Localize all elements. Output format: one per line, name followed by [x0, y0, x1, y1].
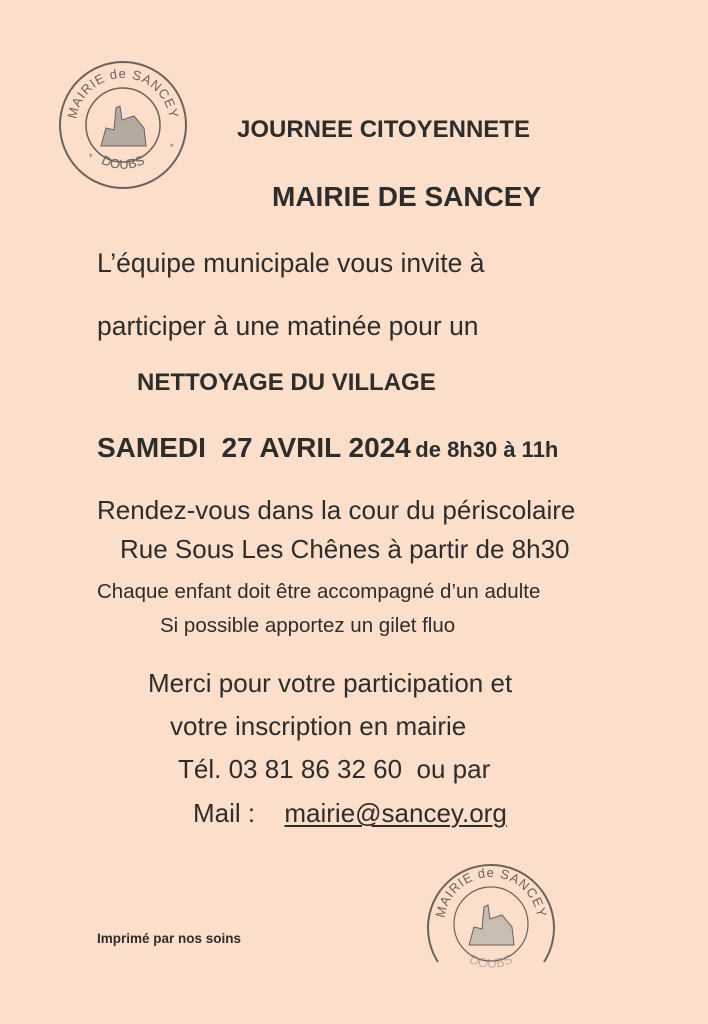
svg-text:DOUBS: DOUBS [99, 152, 147, 172]
thanks-line-1: Merci pour votre participation et [148, 668, 513, 698]
time: de 8h30 à 11h [415, 437, 559, 462]
thanks-line-2: votre inscription en mairie [170, 711, 467, 741]
svg-text:MAIRIE de SANCEY: MAIRIE de SANCEY [432, 864, 550, 920]
mail-label: Mail : [193, 798, 256, 828]
meeting-line-2: Rue Sous Les Chênes à partir de 8h30 [120, 534, 570, 564]
footer-note: Imprimé par nos soins [97, 931, 242, 946]
email-link[interactable]: mairie@sancey.org [284, 798, 507, 828]
mairie-stamp-bottom [424, 857, 558, 991]
svg-text:*: * [170, 142, 174, 152]
meeting-line-1: Rendez-vous dans la cour du périscolaire [97, 495, 576, 525]
phone-line: Tél. 03 81 86 32 60 ou par [178, 754, 491, 784]
intro-line-2: participer à une matinée pour un [97, 311, 479, 341]
note-line-1: Chaque enfant doit être accompagné d’un adulte [97, 580, 541, 603]
date: SAMEDI 27 AVRIL 2024 [97, 432, 411, 463]
svg-text:*: * [89, 152, 93, 162]
subtitle: MAIRIE DE SANCEY [272, 181, 542, 212]
svg-text:DOUBS: DOUBS [467, 951, 515, 971]
intro-line-1: L’équipe municipale vous invite à [97, 248, 485, 278]
event-name: NETTOYAGE DU VILLAGE [137, 369, 436, 396]
mairie-stamp-top [56, 58, 190, 192]
title: JOURNEE CITOYENNETE [237, 116, 530, 143]
event-date [97, 434, 558, 462]
note-line-2: Si possible apportez un gilet fluo [160, 614, 456, 637]
mail-line [193, 800, 507, 826]
svg-text:MAIRIE de SANCEY: MAIRIE de SANCEY [64, 65, 182, 121]
